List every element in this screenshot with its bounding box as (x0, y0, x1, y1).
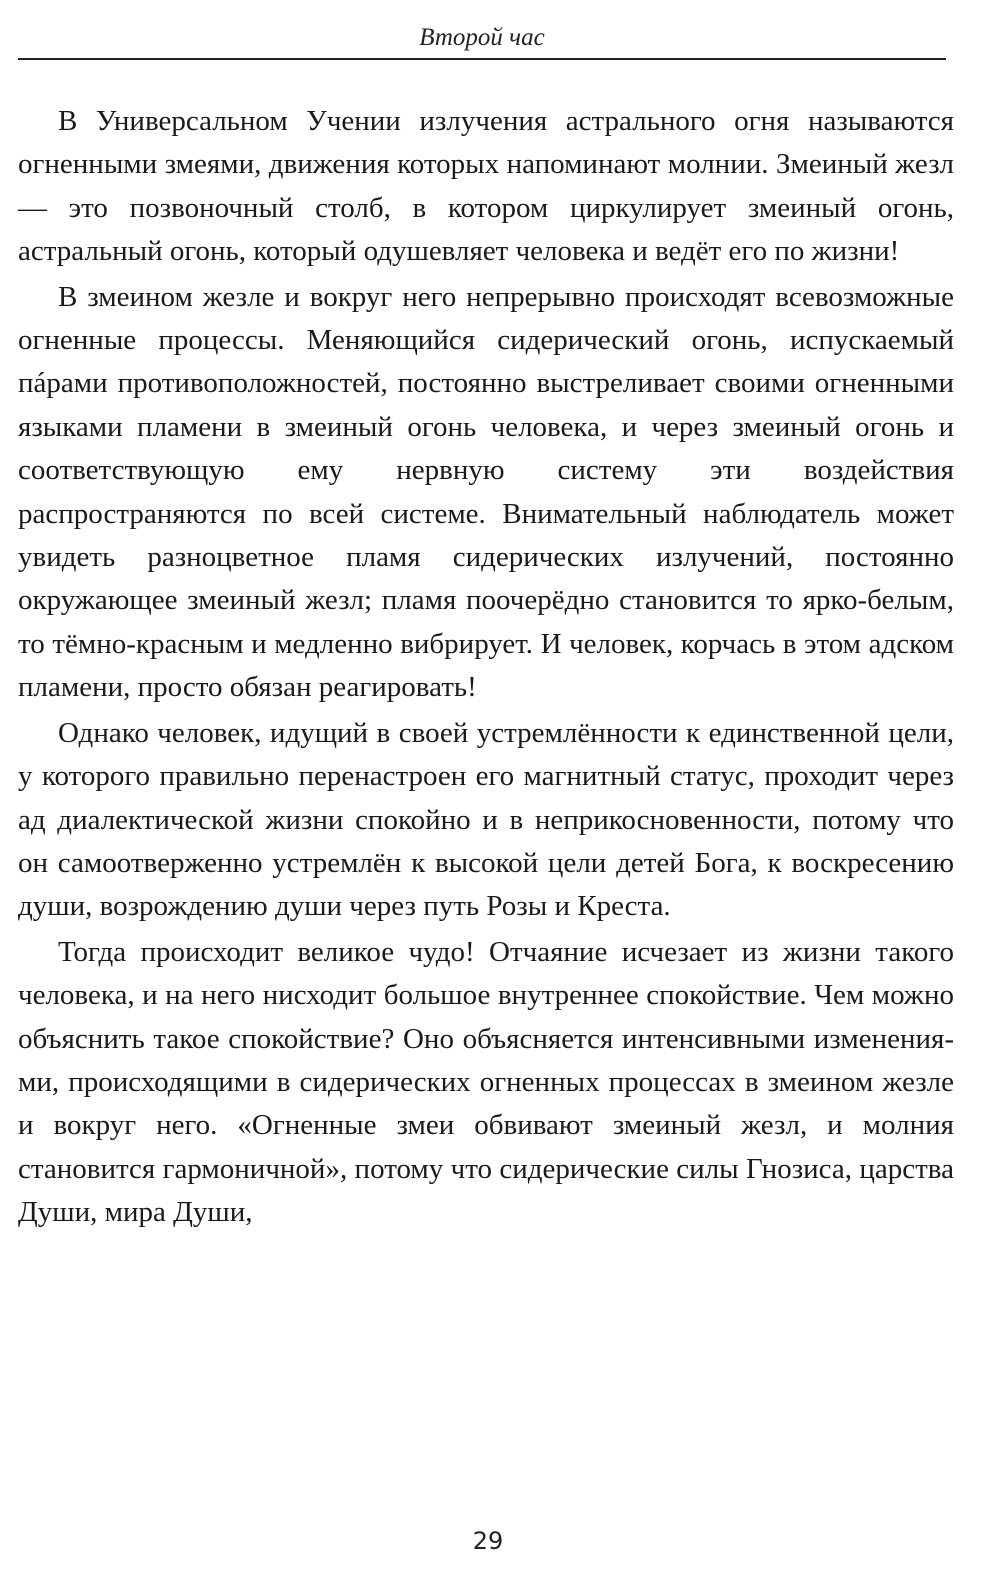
body-text (18, 100, 954, 1237)
running-head-title: Второй час (419, 24, 545, 51)
paragraph: Тогда происходит великое чудо! Отчаяние исчезает из жизни такого человека, и на него нисходит большое внутреннее спокойствие. Чем можно объяснить такое спокойствие? Оно объясняется интенсивными изменениями, происходящими в сидерических огненных процессах в змеином жезле и вокруг него. «Огненные змеи обвивают змеиный жезл, и молния становится гармоничной», потому что сидерические силы Гнозиса, царства Души, мира Души, (18, 935, 954, 1229)
paragraph: Однако человек, идущий в своей устремлённости к единственной цели, у которого правильно перенастроен его магнитный статус, проходит через ад диалектической жизни спокойно и в неприкосновенности, потому что он самоотверженно устремлён к высокой цели детей Бога, к воскресению души, возрождению души через путь Розы и Креста. (18, 716, 954, 923)
page-number: 29 (472, 1527, 504, 1555)
paragraph: В Универсальном Учении излучения астрального огня называются огненными змеями, движения которых напоминают молнии. Змеиный жезл — это позвоночный столб, в котором циркулирует змеиный огонь, астральный огонь, который одушевляет человека и ведёт его по жизни! (18, 105, 954, 268)
paragraph: В змеином жезле и вокруг него непрерывно происходят всевозможные огненные процессы. Меняющийся сидерический огонь, испускаемый пáрами противоположностей, постоянно выстреливает своими огненными языками пламени в змеиный огонь человека, и через змеиный огонь и соответствующую ему нервную систему эти воздействия распространяются по всей системе. Внимательный наблюдатель может увидеть разноцветное пламя сидерических излучений, постоянно окружающее змеиный жезл; пламя поочерёдно становится то ярко-белым, то тёмно-красным и медленно вибрирует. И человек, корчась в этом адском пламени, просто обязан реагировать! (18, 280, 954, 704)
header-rule (18, 58, 946, 60)
